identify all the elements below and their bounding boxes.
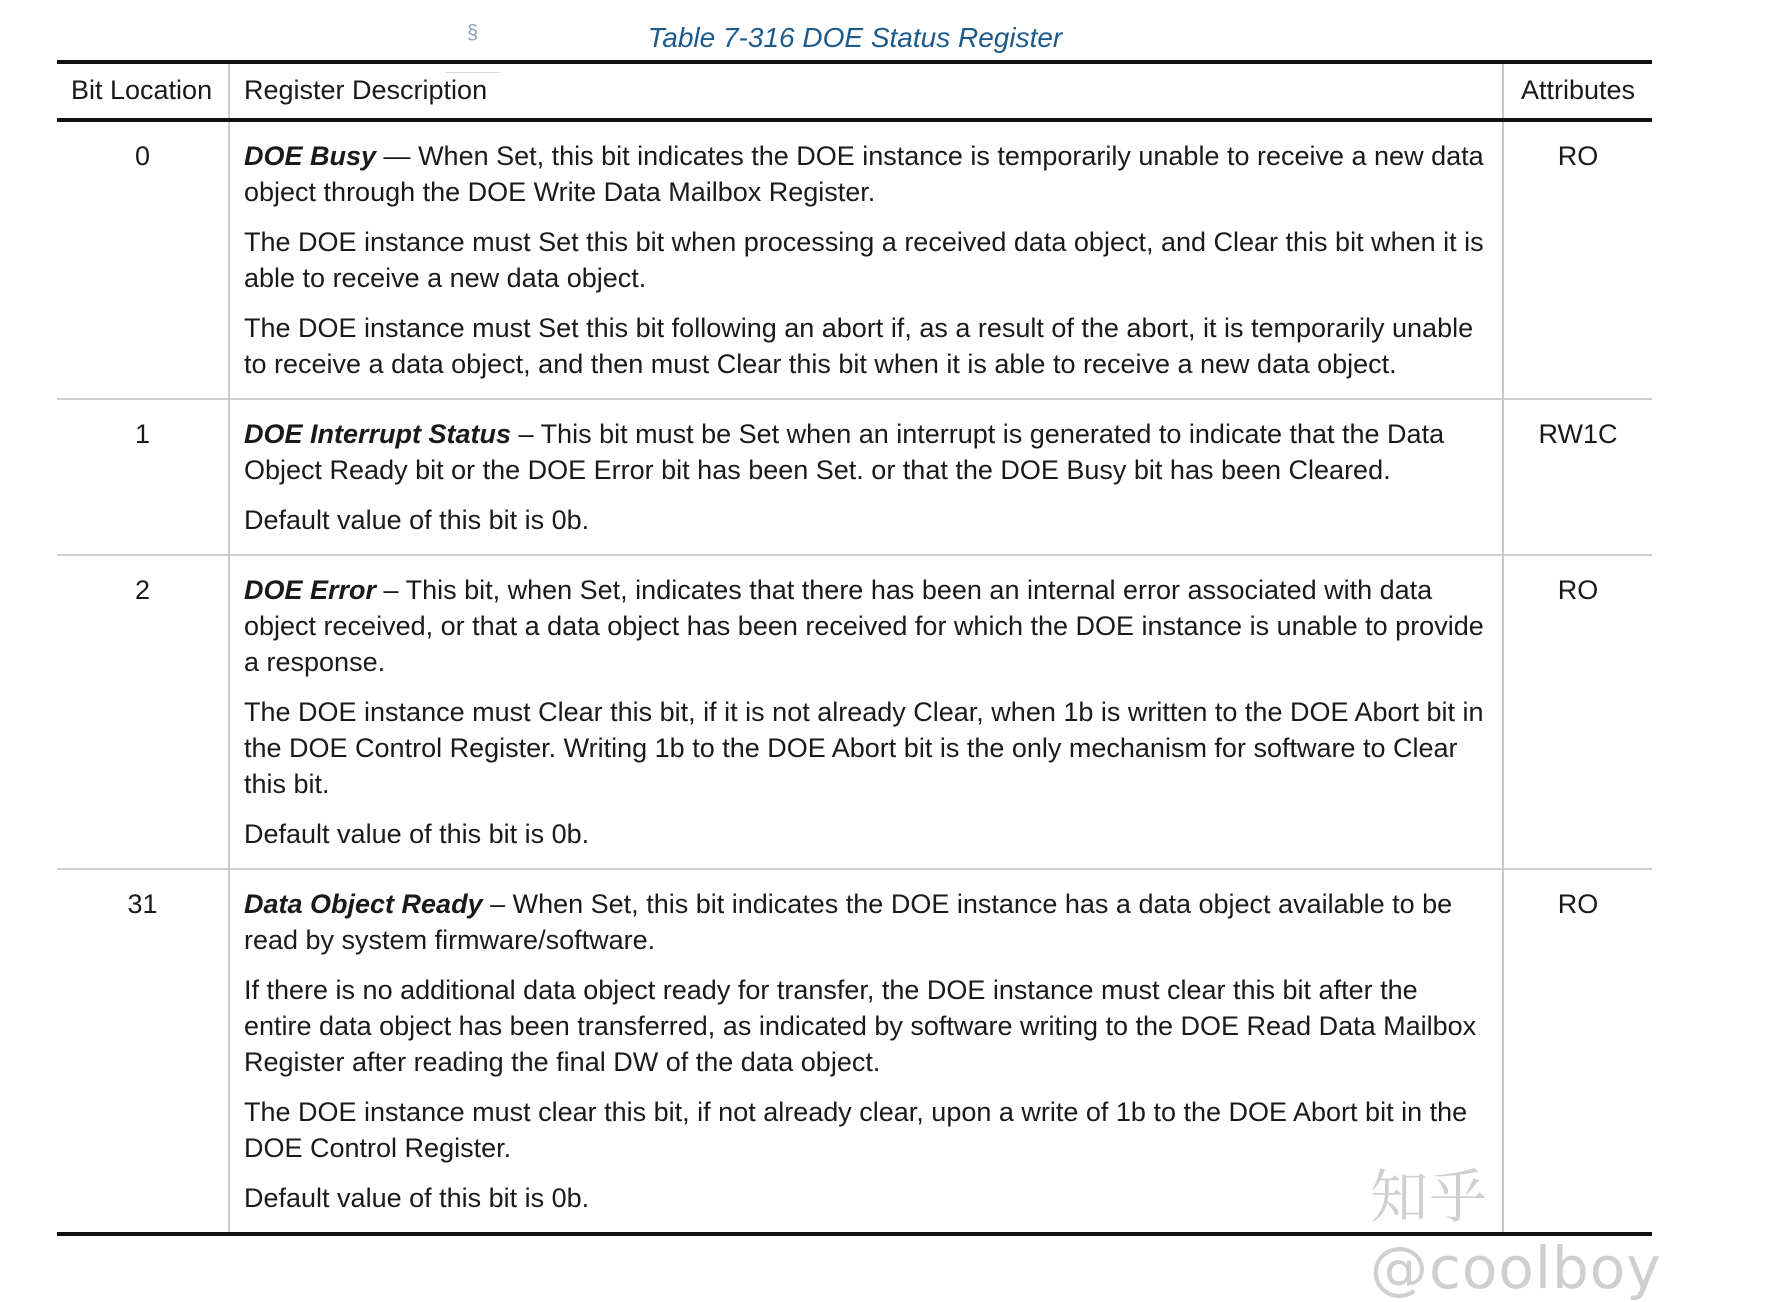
doe-status-register-table [57, 60, 1652, 1236]
description-paragraph: The DOE instance must clear this bit, if not already clear, upon a write of 1b to the DOE Abort bit in the DOE Control Register. [244, 1097, 1468, 1163]
attributes-cell: RO [1557, 575, 1599, 605]
description-paragraph: Default value of this bit is 0b. [244, 1183, 590, 1213]
header-attributes: Attributes [1520, 75, 1636, 105]
field-separator: – [511, 419, 541, 449]
description-paragraph: Default value of this bit is 0b. [244, 819, 590, 849]
description-cell [229, 399, 1503, 555]
description-paragraph: The DOE instance must Clear this bit, if it is not already Clear, when 1b is written to the DOE Abort bit in the DOE Control Register. Writing 1b to the DOE Abort bit is the only mechanism for software to Clear this bit. [244, 697, 1484, 799]
field-separator: — [376, 141, 419, 171]
field-name: DOE Interrupt Status [244, 419, 512, 449]
bit-location-cell: 2 [57, 555, 229, 869]
section-mark-icon: § [467, 22, 479, 44]
description-cell [229, 120, 1503, 399]
description-lead [244, 886, 1488, 958]
description-paragraph: If there is no additional data object ready for transfer, the DOE instance must clear this bit after the entire data object has been transferred, as indicated by software writing to the DOE Read Data Mailbox Register after reading the final DW of the data object. [244, 975, 1477, 1077]
field-lead-text: This bit must be Set when an interrupt is generated to indicate that the Data Object Ready bit or the DOE Error bit has been Set. or that the DOE Busy bit has been Cleared. [244, 419, 1445, 485]
description-paragraph: Default value of this bit is 0b. [244, 505, 590, 535]
field-lead-text: When Set, this bit indicates the DOE instance has a data object available to be read by system firmware/software. [244, 889, 1453, 955]
header-register-description: Register Description [229, 62, 1503, 120]
table-row [57, 555, 1652, 869]
table-row [57, 399, 1652, 555]
table-row [57, 120, 1652, 399]
description-cell [229, 555, 1503, 869]
description-lead [244, 572, 1488, 680]
field-separator: – [482, 889, 513, 919]
header-bit-location: Bit Location [57, 62, 229, 120]
watermark: 知乎 @coolboy [1370, 1163, 1662, 1302]
bit-location-cell: 0 [57, 120, 229, 399]
description-cell [229, 869, 1503, 1234]
field-separator: – [376, 575, 406, 605]
attributes-cell: RO [1557, 889, 1599, 919]
description-lead [244, 138, 1488, 210]
description-paragraph: The DOE instance must Set this bit when processing a received data object, and Clear this bit when it is able to receive a new data object. [244, 227, 1484, 293]
field-name: Data Object Ready [244, 889, 483, 919]
field-lead-text: When Set, this bit indicates the DOE instance is temporarily unable to receive a new data object through the DOE Write Data Mailbox Register. [244, 141, 1484, 207]
bit-location-cell: 31 [57, 869, 229, 1234]
table-caption: Table 7-316 DOE Status Register [647, 22, 1063, 53]
table-header-row [57, 62, 1652, 120]
field-name: DOE Error [244, 575, 377, 605]
attributes-cell: RO [1557, 141, 1599, 171]
description-lead [244, 416, 1488, 488]
field-name: DOE Busy [244, 141, 377, 171]
bit-location-cell: 1 [57, 399, 229, 555]
attributes-cell: RW1C [1538, 419, 1618, 449]
field-lead-text: This bit, when Set, indicates that there has been an internal error associated with data object received, or that a data object has been received for which the DOE instance is unable to provide a response. [244, 575, 1484, 677]
description-paragraph: The DOE instance must Set this bit following an abort if, as a result of the abort, it is temporarily unable to receive a data object, and then must Clear this bit when it is able to receive a new data object. [244, 313, 1474, 379]
